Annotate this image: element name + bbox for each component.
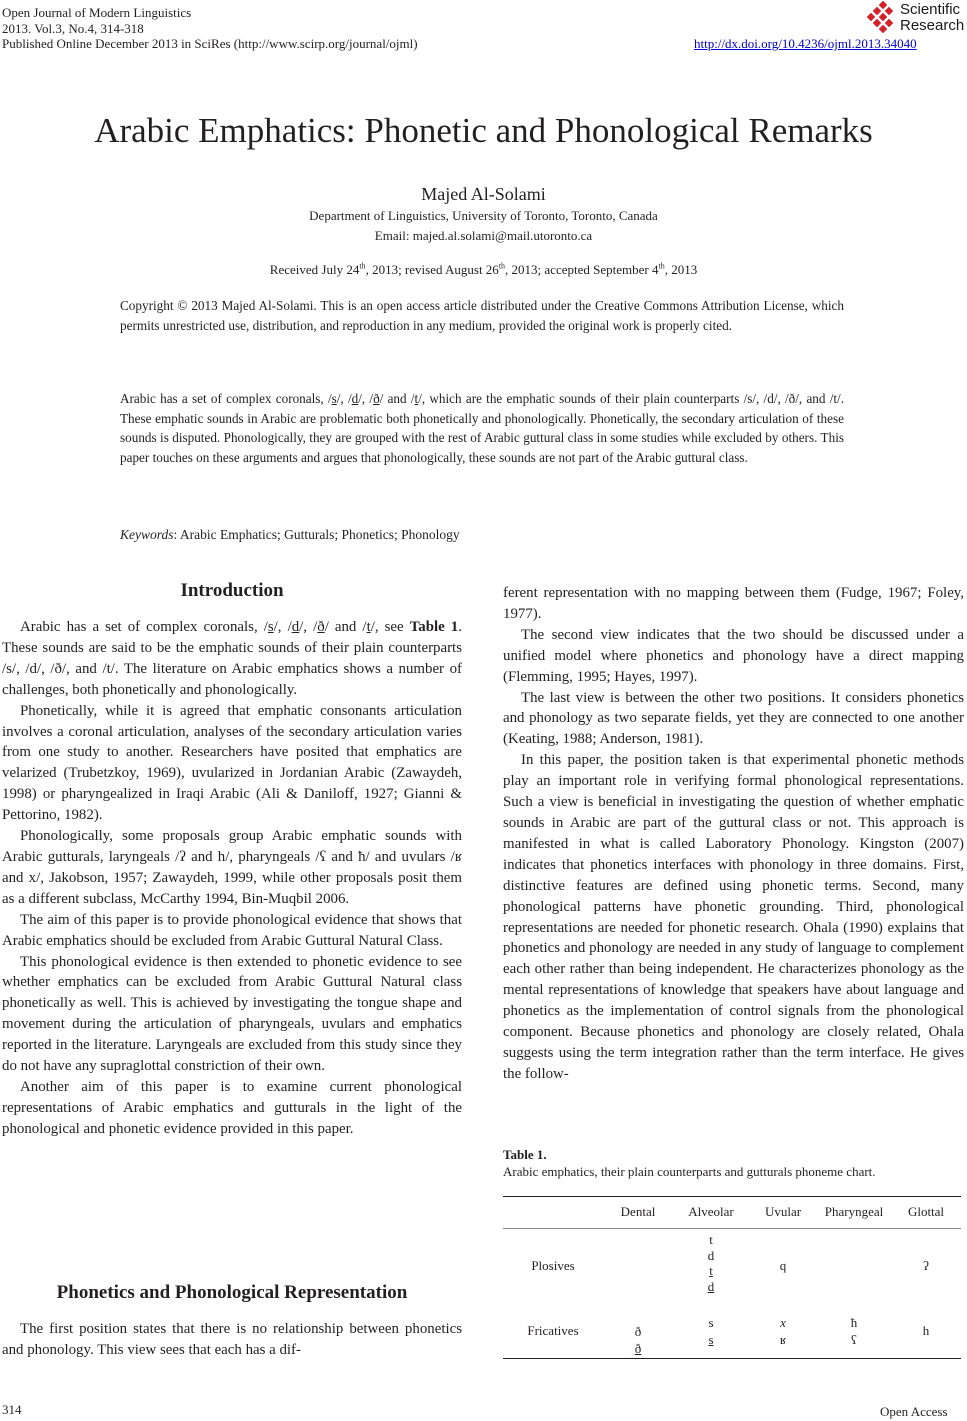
table-cell-plosive-alveolar: t d t d <box>707 1232 715 1294</box>
logo-line-1: Scientific <box>900 1 961 18</box>
journal-name: Open Journal of Modern Linguistics <box>2 5 192 20</box>
paragraph: Phonetically, while it is agreed that emphatic consonants articulation involves a coronal articulation, analyses of the secondary articulation varies from one study to another. Researchers have posited that emphatics are velarized (Trubetzkoy, 1969), uvularized in Jordanian Arabic (Zawaydeh, 1998) or pharyngealized in Iraqi Arabic (Ali & Daniloff, 1927; Gianni & Pettorino, 1982). <box>2 702 462 824</box>
table-header-dental: Dental <box>620 1204 656 1219</box>
table-cell-fricative-pharyngeal: ħ ʕ <box>850 1315 858 1347</box>
table-row-label-plosives: Plosives <box>531 1258 575 1273</box>
table-header-pharyngeal: Pharyngeal <box>824 1204 884 1219</box>
paragraph: ferent representation with no mapping between them (Fudge, 1967; Foley, 1977). <box>503 585 964 622</box>
table-header-glottal: Glottal <box>907 1204 945 1219</box>
page-number: 314 <box>2 1402 22 1417</box>
table-caption <box>503 1146 964 1180</box>
journal-header <box>2 5 418 52</box>
journal-published: Published Online December 2013 in SciRes (http://www.scirp.org/journal/ojml) <box>2 36 418 51</box>
abstract: Arabic has a set of complex coronals, /s/, /d/, /ð/ and /t/, which are the emphatic sounds of their plain counterparts /s/, /d/, /ð/, and /t/. These emphatic sounds in Arabic are problematic both phonetically and phonologically. Phonetically, the secondary articulation of these sounds is disputed. Phonologically, they are grouped with the rest of Arabic guttural class in some studies while excluded by others. This paper touches on these arguments and argues that phonologically, these sounds are not part of the Arabic guttural class. <box>120 391 845 465</box>
paragraph: The second view indicates that the two should be discussed under a unified model where phonetics and phonology have a direct mapping (Flemming, 1995; Hayes, 1997). <box>503 626 964 685</box>
table-cell-fricative-dental: ð ð <box>634 1324 642 1356</box>
paragraph: The first position states that there is no relationship between phonetics and phonology. This view sees that each has a dif- <box>2 1321 462 1358</box>
right-column <box>503 583 964 1085</box>
keywords-label: Keywords <box>120 527 174 542</box>
paragraph: Phonologically, some proposals group Arabic emphatic sounds with Arabic gutturals, laryngeals /ʔ and h/, pharyngeals /ʕ and ħ/ and uvulars /ʁ and x/, Jakobson, 1957; Zawaydeh, 1999, while other proposals posit them as a different subclass, McCarthy 1994, Bin-Muqbil 2006. <box>2 828 462 907</box>
journal-volume: 2013. Vol.3, No.4, 314-318 <box>2 20 144 36</box>
table-cell-fricative-glottal: h <box>922 1323 930 1338</box>
table-reference: Table 1 <box>409 619 459 635</box>
logo-line-2: Research <box>900 17 965 34</box>
table-top-rule <box>503 1196 961 1197</box>
left-column-intro <box>2 617 462 1140</box>
author-name: Majed Al-Solami <box>421 184 546 204</box>
table-label: Table 1. <box>503 1147 547 1162</box>
table-header-alveolar: Alveolar <box>688 1204 734 1219</box>
table-cell-plosive-uvular: q <box>779 1258 787 1273</box>
paragraph: Arabic has a set of complex coronals, /s/, /d/, /ð/ and /t/, see Table 1. These sounds are said to be the emphatic sounds of their plain counterparts /s/, /d/, /ð/, and /t/. The literature on Arabic emphatics shows a number of challenges, both phonetically and phonologically. <box>2 619 462 698</box>
table-bottom-rule <box>503 1358 961 1359</box>
affiliation: Department of Linguistics, University of Toronto, Toronto, Canada <box>309 208 658 223</box>
paper-title: Arabic Emphatics: Phonetic and Phonological Remarks <box>94 111 873 150</box>
section-heading-phonetics: Phonetics and Phonological Representation <box>56 1282 408 1303</box>
publisher-logo <box>866 0 966 36</box>
table-cell-fricative-alveolar: s s <box>708 1315 714 1347</box>
table-caption-text: Arabic emphatics, their plain counterparts and gutturals phoneme chart. <box>503 1164 876 1179</box>
table-row-label-fricatives: Fricatives <box>527 1323 579 1338</box>
received-dates: Received July 24th, 2013; revised August 26th, 2013; accepted September 4th, 2013 <box>269 261 698 277</box>
scirp-logo-icon <box>866 1 900 35</box>
keywords: Keywords: Arabic Emphatics; Gutturals; Phonetics; Phonology <box>120 527 460 542</box>
left-column-section2 <box>2 1319 462 1361</box>
table-header-uvular: Uvular <box>764 1204 802 1219</box>
paragraph: The aim of this paper is to provide phonological evidence that shows that Arabic emphatics should be excluded from Arabic Guttural Natural Class. <box>2 911 462 949</box>
paragraph: Another aim of this paper is to examine current phonological representations of Arabic emphatics and gutturals in the light of the phonological and phonetic evidence provided in this paper. <box>2 1078 462 1137</box>
paragraph: The last view is between the other two positions. It considers phonetics and phonology as two separate fields, yet they are connected to one another (Keating, 1988; Anderson, 1981). <box>503 689 964 748</box>
paragraph: This phonological evidence is then extended to phonetic evidence to see whether emphatics can be excluded from Arabic Guttural Natural class phonetically as well. This is achieved by investigating the tongue shape and movement during the articulation of pharyngeals, uvulars and emphatics reported in the literature. Laryngeals are excluded from this study since they do not have any supraglottal constriction of their own. <box>2 953 462 1075</box>
table-cell-plosive-glottal: ʔ <box>923 1258 929 1273</box>
author-email: Email: majed.al.solami@mail.utoronto.ca <box>374 228 593 243</box>
table-cell-fricative-uvular: x ʁ <box>779 1315 787 1347</box>
table-header-rule <box>503 1228 961 1229</box>
doi-link[interactable]: http://dx.doi.org/10.4236/ojml.2013.34040 <box>694 36 917 51</box>
copyright-notice: Copyright © 2013 Majed Al-Solami. This is an open access article distributed under the Creative Commons Attribution License, which permits unrestricted use, distribution, and reproduction in any medium, provided the original work is properly cited. <box>120 298 844 333</box>
paragraph: In this paper, the position taken is that experimental phonetic methods play an important role in verifying formal phonological representations. Such a view is beneficial in investigating the question of whether emphatic sounds in Arabic are part of the guttural class or not. This approach is manifested in what is called Laboratory Phonology. Kingston (2007) indicates that phonetics interfaces with phonology in three domains. First, distinctive features are defined using phonetic terms. Second, many phonological patterns have phonetic grounding. Third, phonological representations are needed for phonetic research. Ohala (1990) explains that phonetics and phonology are needed in any study of language to complement each other rather than being independent. He characterizes phonology as the mental representations of knowledge that speakers have about language and phonetics as the implementation of control signals from the phonological component. Because phonetics and phonology are closely related, Ohala suggests using the term integration rather than the term interface. He gives the follow- <box>503 752 964 1082</box>
open-access-label: Open Access <box>880 1404 948 1419</box>
section-heading-introduction: Introduction <box>180 580 284 601</box>
